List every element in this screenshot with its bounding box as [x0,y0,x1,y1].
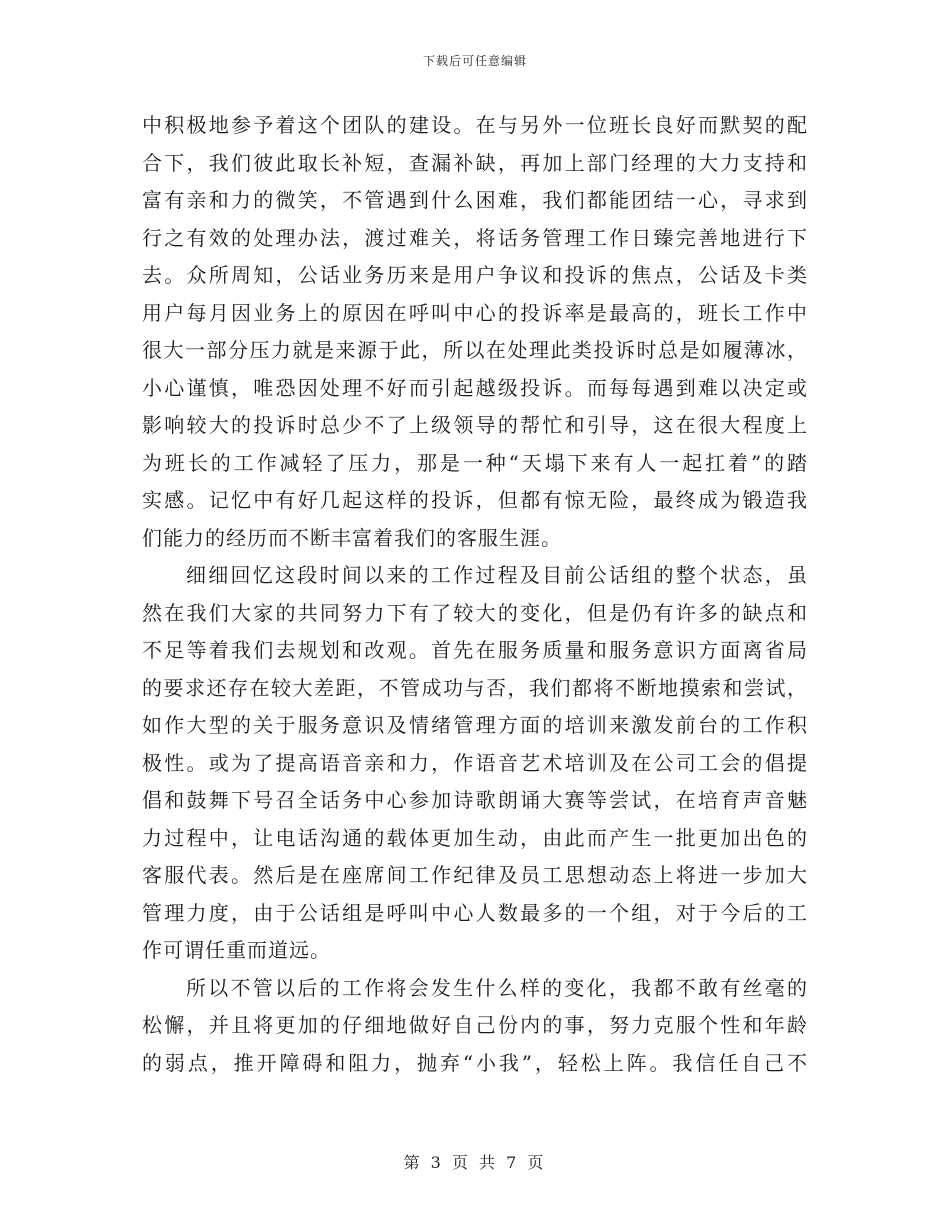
paragraph [142,557,808,970]
text-line: 的弱点，推开障碍和阻力，抛弃“小我”，轻松上阵。我信任自己不 [142,1050,808,1075]
text-line: 很大一部分压力就是来源于此，所以在处理此类投诉时总是如履薄冰， [142,338,808,362]
text-line: 行之有效的处理办法，渡过难关，将话务管理工作日臻完善地进行下 [142,225,808,250]
page-number: 第 3 页 共 7 页 [403,1153,547,1172]
text-line: 如作大型的关于服务意识及情绪管理方面的培训来激发前台的工作积 [142,713,808,737]
paragraph [142,107,808,557]
text-line: 管理力度，由于公话组是呼叫中心人数最多的一个组，对于今后的工 [142,900,808,925]
text-line: 为班长的工作减轻了压力，那是一种“天塌下来有人一起扛着”的踏 [142,450,808,475]
text-line: 去。众所周知，公话业务历来是用户争议和投诉的焦点，公话及卡类 [142,263,808,287]
text-line: 极性。或为了提高语音亲和力，作语音艺术培训及在公司工会的倡提 [142,750,808,775]
text-line: 所以不管以后的工作将会发生什么样的变化，我都不敢有丝毫的 [186,975,808,1000]
text-line: 不足等着我们去规划和改观。首先在服务质量和服务意识方面离省局 [142,638,808,662]
text-line: 作可谓任重而道远。 [142,938,331,962]
paragraph [142,970,808,1083]
text-line: 的要求还存在较大差距，不管成功与否，我们都将不断地摸索和尝试， [142,675,808,700]
text-line: 客服代表。然后是在座席间工作纪律及员工思想动态上将进一步加大 [142,863,808,887]
text-line: 松懈，并且将更加的仔细地做好自己份内的事，努力克服个性和年龄 [142,1013,808,1037]
text-line: 力过程中，让电话沟通的载体更加生动，由此而产生一批更加出色的 [142,825,808,850]
text-line: 富有亲和力的微笑，不管遇到什么困难，我们都能团结一心，寻求到 [142,188,808,212]
text-line: 用户每月因业务上的原因在呼叫中心的投诉率是最高的，班长工作中 [142,300,808,325]
document-body [142,107,808,1082]
text-line: 们能力的经历而不断丰富着我们的客服生涯。 [142,525,562,550]
text-line: 小心谨慎，唯恐因处理不好而引起越级投诉。而每每遇到难以决定或 [142,375,808,400]
text-line: 实感。记忆中有好几起这样的投诉，但都有惊无险，最终成为锻造我 [142,488,808,512]
text-line: 合下，我们彼此取长补短，查漏补缺，再加上部门经理的大力支持和 [142,150,808,175]
text-line: 影响较大的投诉时总少不了上级领导的帮忙和引导，这在很大程度上 [142,413,808,437]
text-line: 然在我们大家的共同努力下有了较大的变化，但是仍有许多的缺点和 [142,600,808,625]
page-header: 下载后可任意编辑 [422,54,527,68]
text-line: 细细回忆这段时间以来的工作过程及目前公话组的整个状态，虽 [186,563,808,587]
text-line: 倡和鼓舞下号召全话务中心参加诗歌朗诵大赛等尝试，在培育声音魅 [142,788,808,812]
text-line: 中积极地参予着这个团队的建设。在与另外一位班长良好而默契的配 [142,113,808,137]
